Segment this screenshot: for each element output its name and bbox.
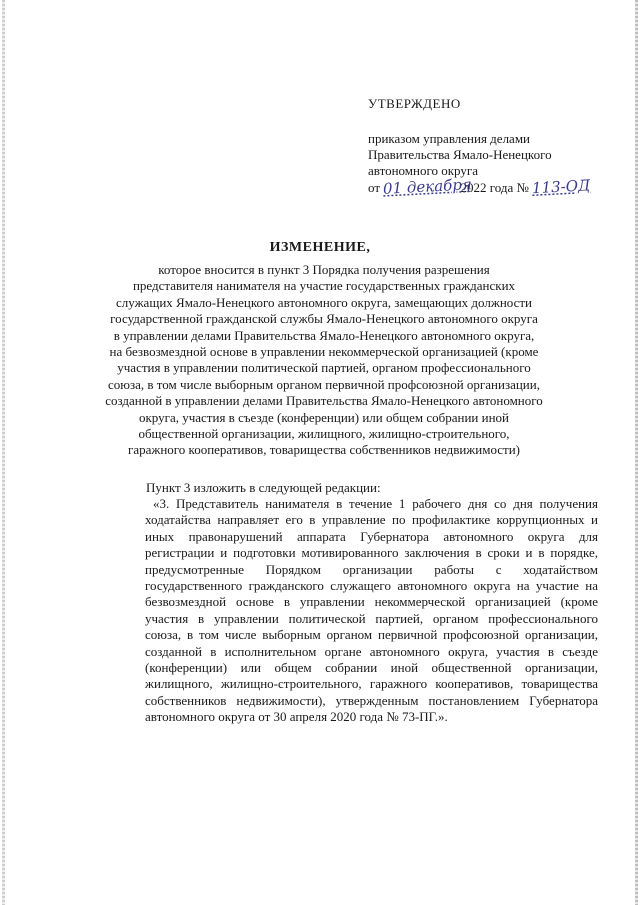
approval-stamp: УТВЕРЖДЕНО: [368, 96, 461, 111]
subtitle-line: представителя нанимателя на участие государственных гражданских: [132, 278, 516, 294]
approval-line: автономного округа: [368, 163, 478, 178]
subtitle-line: округа, участия в съезде (конференции) или общем собрании иной: [138, 409, 510, 425]
body-line: предусмотренные Порядком организации работы с ходатайством: [145, 561, 598, 577]
body-line: государственного гражданского служащего автономного округа на участие на: [145, 578, 598, 594]
subtitle-line: которое вносится в пункт 3 Порядка получения разрешения: [158, 262, 490, 277]
approval-block: [368, 96, 618, 196]
year-text: 2022 года №: [460, 180, 529, 195]
subtitle-line: на безвозмездной основе в управлении некоммерческой организацией (кроме: [109, 344, 539, 360]
subtitle-line: гаражного кооперативов, товарищества собственников недвижимости): [127, 442, 521, 458]
subtitle-line: союза, в том числе выборным органом первичной профсоюзной организации,: [108, 376, 540, 392]
body-line: «3. Представитель нанимателя в течение 1 рабочего дня со дня получения: [153, 496, 598, 511]
body-line: союза, в том числе выборным органом первичной профсоюзной организации,: [145, 627, 598, 643]
subtitle-line: общественной организации, жилищного, жилищно-строительного,: [138, 426, 510, 442]
body-line: безвозмездной основе в управлении некоммерческой организацией (кроме: [145, 594, 598, 610]
document-title: ИЗМЕНЕНИЕ,: [269, 240, 371, 255]
body-paragraph: [145, 496, 598, 726]
body-line: ходатайства направляет его в управление по профилактике коррупционных и: [145, 512, 598, 528]
body-line: иных правонарушений аппарата Губернатора автономного округа для: [145, 528, 598, 544]
document-subtitle: [100, 262, 548, 459]
approval-date-line: [368, 175, 618, 198]
subtitle-line: участия в управлении политической партией, органом профессионального: [117, 360, 531, 376]
approval-line: приказом управления делами: [368, 131, 531, 146]
subtitle-line: созданной в управлении делами Правительства Ямало-Ненецкого автономного: [105, 393, 543, 409]
body-line: собственников недвижимости), утвержденным постановлением Губернатора: [145, 692, 598, 708]
body-line: участия в управлении политической партией, органом профессионального: [145, 610, 598, 626]
body-line: созданной в исполнительном органе автономного округа, участия в съезде: [145, 643, 598, 659]
approval-line: Правительства Ямало-Ненецкого: [368, 147, 552, 162]
subtitle-line: служащих Ямало-Ненецкого автономного округа, замещающих должности: [115, 294, 533, 310]
subtitle-line: в управлении делами Правительства Ямало-Ненецкого автономного округа,: [113, 327, 535, 343]
body-line: регистрации и подготовки мотивированного заключения в сроки и в порядке,: [145, 545, 598, 561]
lead-paragraph: Пункт 3 изложить в следующей редакции:: [146, 480, 381, 495]
subtitle-line: государственной гражданской службы Ямало-Ненецкого автономного округа: [110, 311, 538, 327]
handwritten-date: 01 декабря: [382, 175, 473, 198]
scan-edge-right: [635, 0, 638, 905]
body-line: автономного округа от 30 апреля 2020 года № 73-ПГ.».: [145, 709, 448, 725]
body-line: (конференции) или общем собрании иной общественной организации,: [145, 660, 598, 676]
handwritten-number: 113-ОД: [531, 176, 591, 198]
scan-edge-left: [2, 0, 5, 905]
date-prefix: от: [368, 180, 381, 195]
body-line: жилищного, жилищно-строительного, гаражного кооперативов, товарищества: [145, 676, 598, 692]
